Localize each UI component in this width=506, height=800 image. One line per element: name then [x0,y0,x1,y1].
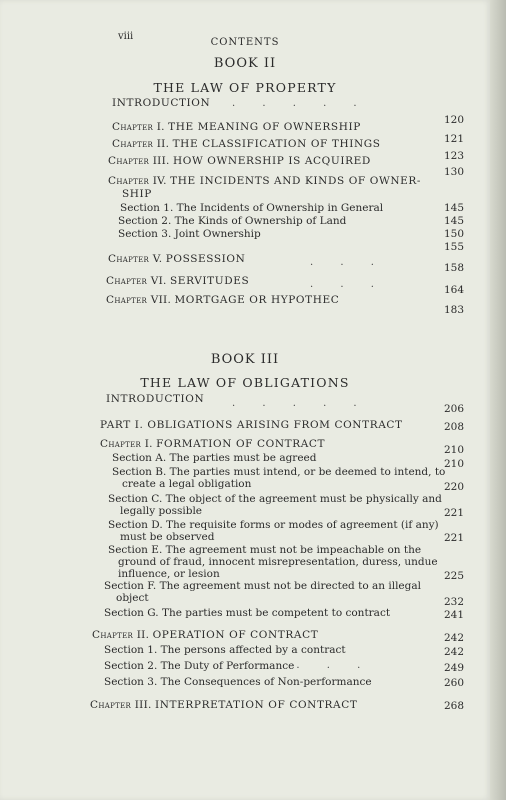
chapter-prefix: Chapter II. [112,138,170,150]
toc-page: 155 [443,241,464,253]
toc-entry-chapter [112,138,381,150]
book-ii-subtitle: THE LAW OF PROPERTY [153,80,337,95]
toc-entry-section: Section 3. Joint Ownership [118,228,261,240]
chapter-prefix: Chapter III. [90,699,152,711]
toc-entry-chapter [90,699,357,711]
leader-dots: . . . [310,279,386,290]
toc-entry-section: Section 1. The Incidents of Ownership in General [120,202,384,214]
chapter-title: FORMATION OF CONTRACT [156,438,326,450]
toc-entry-section: Section D. The requisite forms or modes of agreement (if any) [108,519,439,531]
toc-entry-section: Section E. The agreement must not be impeachable on the [108,544,422,556]
leader-dots: . . . [310,257,386,268]
toc-page: 208 [443,421,464,433]
toc-entry-section: Section C. The object of the agreement must be physically and [108,493,442,505]
toc-entry-section-continued: ground of fraud, innocent misrepresentation, duress, undue [118,556,438,568]
page-numeral: viii [118,31,134,42]
chapter-title: THE INCIDENTS AND KINDS OF OWNER- [170,175,422,187]
toc-entry-chapter [108,175,421,187]
book-ii-title: BOOK II [213,56,277,71]
chapter-prefix: Chapter VII. [106,294,172,306]
toc-page: 121 [443,133,464,145]
toc-entry-part: PART I. OBLIGATIONS ARISING FROM CONTRACT [100,419,403,431]
chapter-prefix: Chapter I. [112,121,165,133]
chapter-prefix: Chapter III. [108,155,170,167]
toc-page: 123 [443,150,464,162]
page-edge-shadow [490,0,506,800]
toc-entry-introduction: INTRODUCTION [106,393,205,405]
toc-entry-chapter [106,275,249,287]
toc-entry-section: Section G. The parties must be competent to contract [104,607,391,619]
toc-page: 241 [443,609,464,621]
toc-entry-section-continued: object [116,592,149,604]
toc-page: 210 [443,444,464,456]
chapter-prefix: Chapter I. [100,438,153,450]
toc-page: 221 [443,532,464,544]
toc-page: 183 [443,304,464,316]
toc-entry-chapter [92,629,318,641]
toc-page: 120 [443,114,464,126]
chapter-title: OPERATION OF CONTRACT [152,629,319,641]
toc-page: 210 [443,458,464,470]
toc-entry-chapter [108,155,371,167]
toc-entry-chapter [106,294,339,306]
leader-dots: . . . . [266,660,373,671]
chapter-title: SERVITUDES [170,275,250,287]
toc-entry-section: Section 2. The Duty of Performance [104,660,295,672]
toc-entry-chapter [100,438,325,450]
toc-page: 221 [443,507,464,519]
book-iii-subtitle: THE LAW OF OBLIGATIONS [140,375,350,390]
toc-page: 268 [443,700,464,712]
chapter-prefix: Chapter II. [92,629,150,641]
toc-page: 260 [443,677,464,689]
toc-page: 130 [443,166,464,178]
toc-entry-section: Section 3. The Consequences of Non-performance [104,676,372,688]
toc-entry-introduction: INTRODUCTION [112,97,211,109]
chapter-title: INTERPRETATION OF CONTRACT [155,699,358,711]
toc-page: 145 [443,215,464,227]
toc-entry-section: Section A. The parties must be agreed [112,452,317,464]
toc-page: 158 [443,262,464,274]
toc-entry-section: Section F. The agreement must not be directed to an illegal [104,580,421,592]
toc-page: 242 [443,632,464,644]
toc-page: 242 [443,646,464,658]
running-head: CONTENTS [210,37,280,48]
chapter-prefix: Chapter VI. [106,275,167,287]
chapter-prefix: Chapter IV. [108,175,167,187]
leader-dots: . . . . . [232,398,369,409]
toc-entry-section: Section 1. The persons affected by a contract [104,644,346,656]
chapter-prefix: Chapter V. [108,253,163,265]
chapter-title: THE CLASSIFICATION OF THINGS [172,138,381,150]
toc-entry-chapter [112,121,361,133]
toc-entry-section-continued: create a legal obligation [122,478,252,490]
toc-entry-section-continued: must be observed [120,531,215,543]
toc-entry-chapter [108,253,245,265]
toc-page: 220 [443,481,464,493]
toc-entry-section: Section 2. The Kinds of Ownership of Land [118,215,347,227]
toc-page: 164 [443,284,464,296]
chapter-title: POSSESSION [165,253,246,265]
chapter-title: MORTGAGE OR HYPOTHEC [174,294,340,306]
toc-entry-section-continued: influence, or lesion [118,568,220,580]
book-iii-title: BOOK III [210,352,280,367]
toc-page: 249 [443,662,464,674]
leader-dots: . . . . . [232,98,369,109]
chapter-title-continued: SHIP [122,188,152,200]
toc-page: 225 [443,570,464,582]
toc-entry-section-continued: legally possible [120,505,203,517]
toc-page: 206 [443,403,464,415]
toc-page: 232 [443,596,464,608]
chapter-title: HOW OWNERSHIP IS ACQUIRED [173,155,371,167]
toc-entry-section: Section B. The parties must intend, or be deemed to intend, to [112,466,446,478]
toc-page: 145 [443,202,464,214]
toc-page: 150 [443,228,464,240]
chapter-title: THE MEANING OF OWNERSHIP [168,121,361,133]
